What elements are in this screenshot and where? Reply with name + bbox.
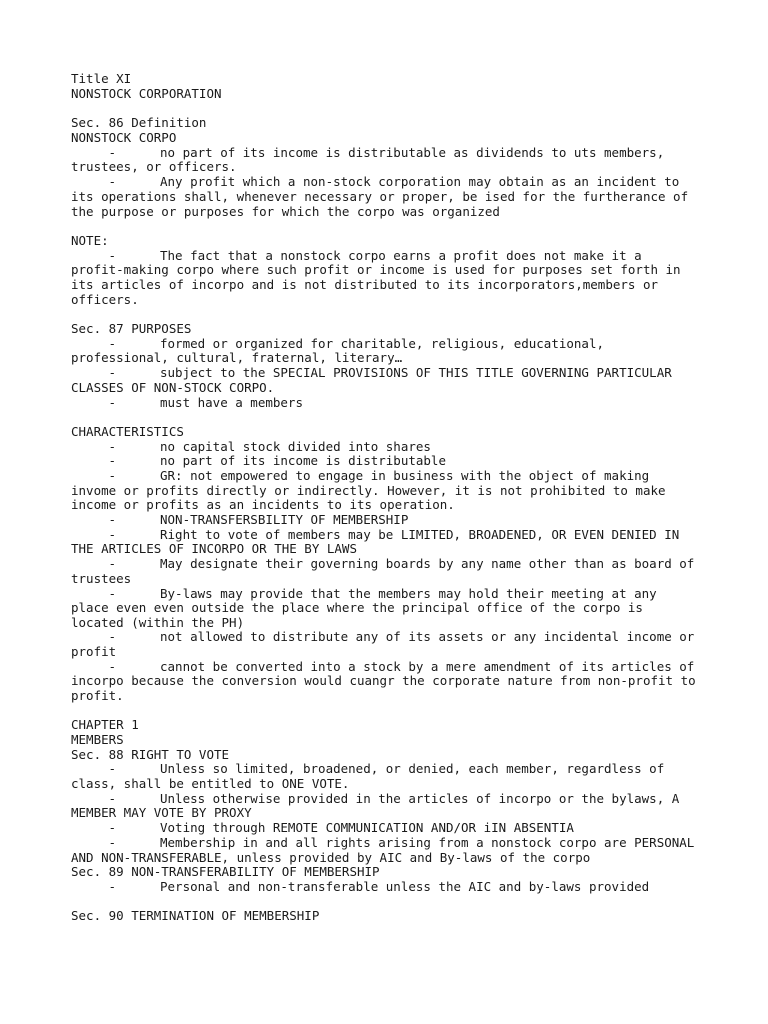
bullet-dash: -: [108, 395, 116, 410]
bullet-text: subject to the SPECIAL PROVISIONS OF THIS TITLE GOVERNING PARTICULAR: [160, 365, 672, 380]
text-line: MEMBER MAY VOTE BY PROXY: [71, 805, 252, 820]
subtitle-line: NONSTOCK CORPORATION: [71, 86, 222, 101]
bullet-text: cannot be converted into a stock by a mere amendment of its articles of: [160, 659, 695, 674]
bullet-text: GR: not empowered to engage in business with the object of making: [160, 468, 650, 483]
text-line: its articles of incorpo and is not distributed to its incorporators,members or: [71, 277, 658, 292]
bullet-text: Any profit which a non-stock corporation may obtain as an incident to: [160, 174, 680, 189]
bullet-dash: -: [108, 453, 116, 468]
bullet-text: no part of its income is distributable: [160, 453, 446, 468]
chapter-heading: CHAPTER 1: [71, 717, 139, 732]
bullet-dash: -: [108, 336, 116, 351]
note-label: NOTE:: [71, 233, 109, 248]
bullet-text: May designate their governing boards by any name other than as board of: [160, 556, 695, 571]
sec89-heading: Sec. 89 NON-TRANSFERABILITY OF MEMBERSHIP: [71, 864, 380, 879]
sec90-heading: Sec. 90 TERMINATION OF MEMBERSHIP: [71, 908, 320, 923]
bullet-text: Unless so limited, broadened, or denied, each member, regardless of: [160, 761, 665, 776]
characteristics-heading: CHARACTERISTICS: [71, 424, 184, 439]
text-line: AND NON-TRANSFERABLE, unless provided by AIC and By-laws of the corpo: [71, 850, 591, 865]
text-line: profit.: [71, 688, 124, 703]
title-line: Title XI: [71, 71, 132, 86]
bullet-dash: -: [108, 791, 116, 806]
bullet-dash: -: [108, 835, 116, 850]
text-line: profit-making corpo where such profit or income is used for purposes set forth in: [71, 262, 681, 277]
text-line: profit: [71, 644, 117, 659]
bullet-text: no capital stock divided into shares: [160, 439, 431, 454]
bullet-dash: -: [108, 761, 116, 776]
bullet-text: The fact that a nonstock corpo earns a profit does not make it a: [160, 248, 642, 263]
sec87-bullet-3: [71, 396, 303, 411]
bullet-dash: -: [108, 586, 116, 601]
bullet-dash: -: [108, 248, 116, 263]
sec86-bullet-2: [71, 175, 679, 190]
char-bullet-6: [71, 557, 694, 572]
bullet-text: Personal and non-transferable unless the AIC and by-laws provided: [160, 879, 650, 894]
bullet-text: Voting through REMOTE COMMUNICATION AND/OR iIN ABSENTIA: [160, 820, 574, 835]
bullet-dash: -: [108, 468, 116, 483]
sec86-heading: Sec. 86 Definition: [71, 115, 207, 130]
text-line: income or profits as an incidents to its operation.: [71, 497, 455, 512]
bullet-text: must have a members: [160, 395, 303, 410]
text-line: officers.: [71, 292, 139, 307]
text-line: class, shall be entitled to ONE VOTE.: [71, 776, 350, 791]
text-line: invome or profits directly or indirectly. However, it is not prohibited to make: [71, 483, 666, 498]
text-line: trustees: [71, 571, 132, 586]
chapter-subheading: MEMBERS: [71, 732, 124, 747]
bullet-dash: -: [108, 556, 116, 571]
bullet-text: Unless otherwise provided in the articles of incorpo or the bylaws, A: [160, 791, 680, 806]
bullet-text: no part of its income is distributable as dividends to uts members,: [160, 145, 665, 160]
sec88-bullet-3: [71, 821, 574, 836]
sec86-subheading: NONSTOCK CORPO: [71, 130, 177, 145]
sec87-bullet-2: [71, 366, 672, 381]
text-line: professional, cultural, fraternal, literary…: [71, 350, 403, 365]
bullet-text: Membership in and all rights arising from a nonstock corpo are PERSONAL: [160, 835, 695, 850]
bullet-dash: -: [108, 174, 116, 189]
sec89-bullet-1: [71, 880, 649, 895]
bullet-text: Right to vote of members may be LIMITED, BROADENED, OR EVEN DENIED IN: [160, 527, 680, 542]
text-line: incorpo because the conversion would cuangr the corporate nature from non-profit to: [71, 673, 696, 688]
char-bullet-8: [71, 630, 694, 645]
text-line: located (within the PH): [71, 615, 245, 630]
bullet-dash: -: [108, 527, 116, 542]
bullet-dash: -: [108, 145, 116, 160]
bullet-dash: -: [108, 512, 116, 527]
bullet-dash: -: [108, 439, 116, 454]
char-bullet-4: [71, 513, 408, 528]
sec88-bullet-4: [71, 836, 694, 851]
char-bullet-3: [71, 469, 649, 484]
bullet-text: NON-TRANSFERSBILITY OF MEMBERSHIP: [160, 512, 409, 527]
bullet-text: formed or organized for charitable, religious, educational,: [160, 336, 605, 351]
sec88-bullet-1: [71, 762, 664, 777]
text-line: CLASSES OF NON-STOCK CORPO.: [71, 380, 275, 395]
bullet-dash: -: [108, 879, 116, 894]
sec88-heading: Sec. 88 RIGHT TO VOTE: [71, 747, 230, 762]
text-line: trustees, or officers.: [71, 159, 237, 174]
bullet-dash: -: [108, 629, 116, 644]
text-line: THE ARTICLES OF INCORPO OR THE BY LAWS: [71, 541, 357, 556]
text-line: its operations shall, whenever necessary or proper, be ised for the furtherance of: [71, 189, 689, 204]
text-line: the purpose or purposes for which the corpo was organized: [71, 204, 500, 219]
bullet-dash: -: [108, 365, 116, 380]
bullet-dash: -: [108, 820, 116, 835]
bullet-dash: -: [108, 659, 116, 674]
bullet-text: By-laws may provide that the members may hold their meeting at any: [160, 586, 657, 601]
sec87-heading: Sec. 87 PURPOSES: [71, 321, 192, 336]
bullet-text: not allowed to distribute any of its assets or any incidental income or: [160, 629, 695, 644]
text-line: place even even outside the place where the principal office of the corpo is: [71, 600, 643, 615]
char-bullet-2: [71, 454, 446, 469]
